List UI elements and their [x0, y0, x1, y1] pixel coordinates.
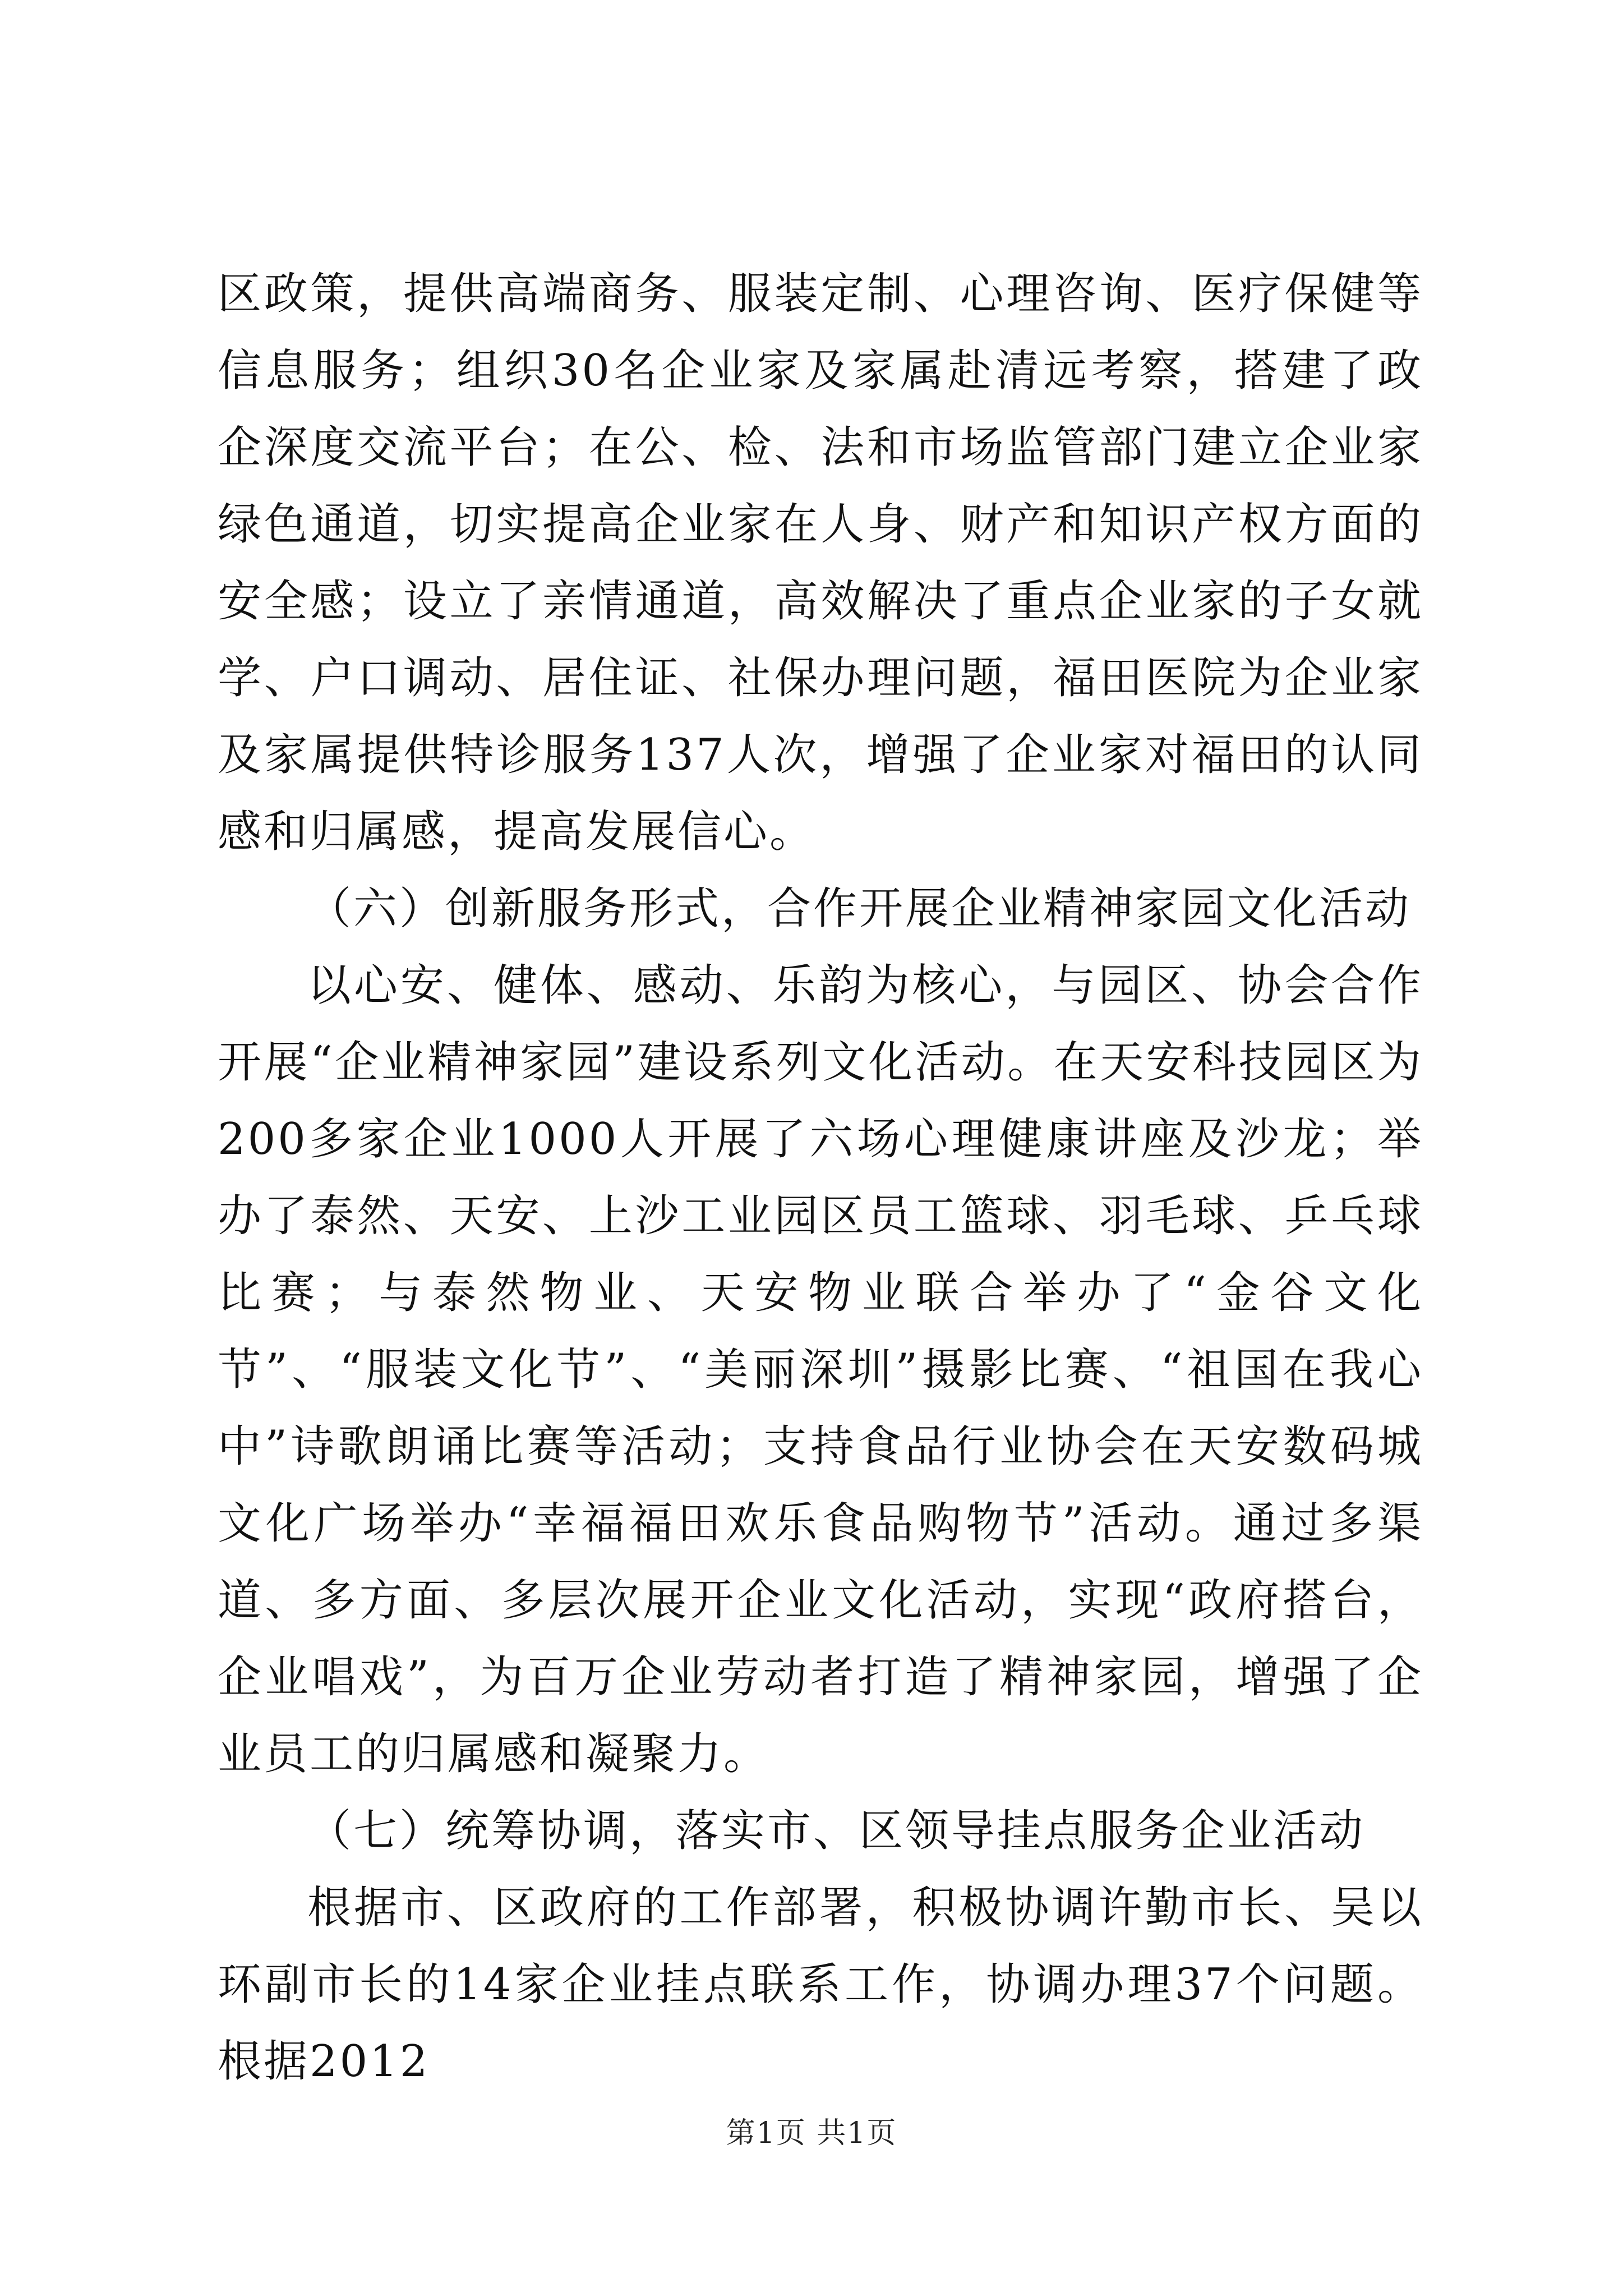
- section-heading-6: （六）创新服务形式，合作开展企业精神家园文化活动: [307, 884, 1412, 934]
- paragraph-enterprise-services: 区政策，提供高端商务、服装定制、心理咨询、医疗保健等信息服务；组织30名企业家及家属赴清远考察，搭建了政企深度交流平台；在公、检、法和市场监管部门建立企业家绿色通道，切实提高企业家在人身、财产和知识产权方面的安全感；设立了亲情通道，高效解决了重点企业家的子女就学、户口调动、居住证、社保办理问题，福田医院为企业家及家属提供特诊服务137人次，增强了企业家对福田的认同感和归属感，提高发展信心。: [218, 269, 1423, 857]
- section-heading-7: （七）统筹协调，落实市、区领导挂点服务企业活动: [307, 1806, 1366, 1856]
- paragraph-leader-liaison: 根据市、区政府的工作部署，积极协调许勤市长、吴以环副市长的14家企业挂点联系工作，协调办理37个问题。根据2012: [218, 1883, 1423, 2087]
- document-body: [218, 256, 1423, 2100]
- paragraph-cultural-activities: 以心安、健体、感动、乐韵为核心，与园区、协会合作开展“企业精神家园”建设系列文化活动。在天安科技园区为200多家企业1000人开展了六场心理健康讲座及沙龙；举办了泰然、天安、上沙工业园区员工篮球、羽毛球、乒乓球比赛；与泰然物业、天安物业联合举办了“金谷文化节”、“服装文化节”、“美丽深圳”摄影比赛、“祖国在我心中”诗歌朗诵比赛等活动；支持食品行业协会在天安数码城文化广场举办“幸福福田欢乐食品购物节”活动。通过多渠道、多方面、多层次展开企业文化活动，实现“政府搭台，企业唱戏”，为百万企业劳动者打造了精神家园，增强了企业员工的归属感和凝聚力。: [218, 960, 1423, 1779]
- page-footer: 第1页 共1页: [726, 2116, 897, 2150]
